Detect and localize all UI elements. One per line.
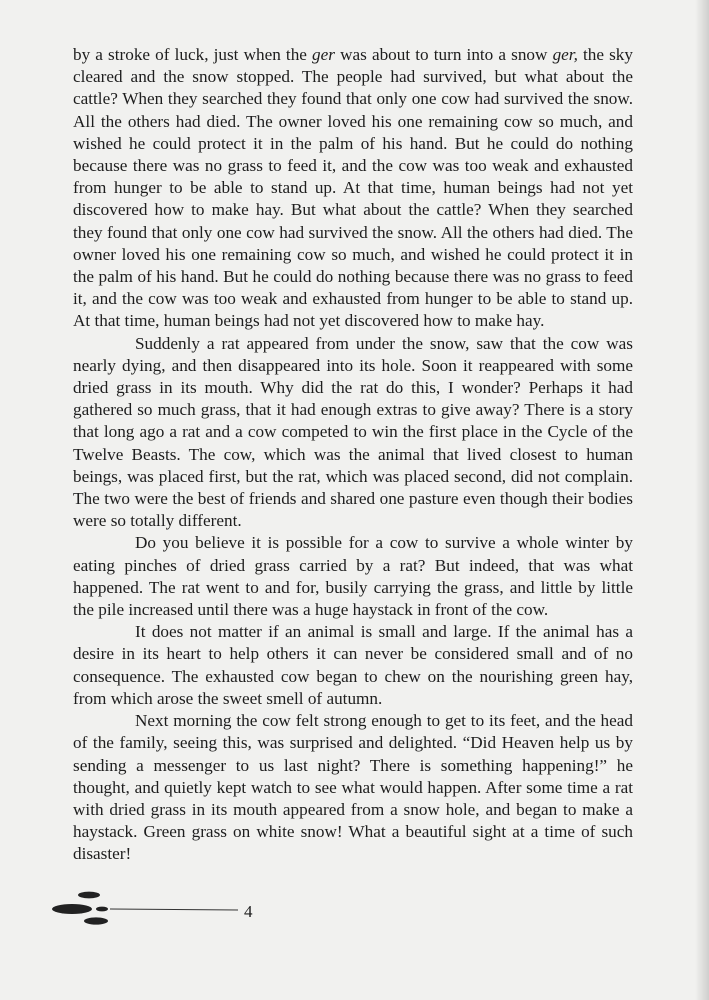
paragraph-5 [73,710,633,865]
paragraph-2 [73,333,633,533]
text-run: It does not matter if an animal is small and large. If the animal has a desire in its heart to help others it can never be considered small and of no consequence. The exhausted cow began to chew on the nourishing green hay, from which arose the sweet smell of autumn. [73,622,633,708]
footprint-ornament-icon [48,890,248,930]
paragraph-1 [73,44,633,333]
paragraph-3 [73,532,633,621]
page-footer [48,890,278,930]
text-run: was about to turn into a snow [334,45,553,64]
text-run: Next morning the cow felt strong enough to get to its feet, and the head of the family, seeing this, was surprised and delighted. “Did Heaven help us by sending a messenger to us last night? There is something happening!” he thought, and quietly kept watch to see what would happen. After some time a rat with dried grass in its mouth appeared from a snow hole, and began to make a haystack. Green grass on white snow! What a beautiful sight at a time of such disaster! [73,711,633,864]
text-run: by a stroke of luck, just when the [73,45,313,64]
text-run: Do you believe it is possible for a cow to survive a whole winter by eating pinches of dried grass carried by a rat? But indeed, that was what happened. The rat went to and for, busily carrying the grass, and little by little the pile increased until there was a huge haystack in front of the cow. [73,533,633,620]
italic-term: ger, [552,45,578,64]
italic-term: ger [312,45,335,64]
page-edge-shadow [695,0,709,1000]
text-run: the sky cleared and the snow stopped. The people had survived, but what about the cattle? When they searched they found that only one cow had survived the snow. All the others had died. The owner loved his one remaining cow so much, and wished he could protect it in the palm of his hand. But he could do nothing because there was no grass to feed it, and the cow was too weak and exhausted from hunger to be able to stand up. At that time, human beings had not yet discovered how to make hay. But what about the cattle? When they searched they found that only one cow had survived the snow. All the others had died. The owner loved his one remaining cow so much, and wished he could protect it in the palm of his hand. But he could do nothing because there was no grass to feed it, and the cow was too weak and exhausted from hunger to be able to stand up. At that time, human beings had not yet discovered how to make hay. [73,45,633,331]
body-text [73,44,633,866]
text-run: Suddenly a rat appeared from under the snow, saw that the cow was nearly dying, and then disappeared into its hole. Soon it reappeared with some dried grass in its mouth. Why did the rat do this, I wonder? Perhaps it had gathered so much grass, that it had enough extras to give away? There is a story that long ago a rat and a cow competed to win the first place in the Cycle of the Twelve Beasts. The cow, which was the animal that lived closest to human beings, was placed first, but the rat, which was placed second, did not complain. The two were the best of friends and shared one pasture even though their bodies were so totally different. [73,333,633,531]
page-number: 4 [244,902,253,921]
paragraph-4 [73,621,633,710]
